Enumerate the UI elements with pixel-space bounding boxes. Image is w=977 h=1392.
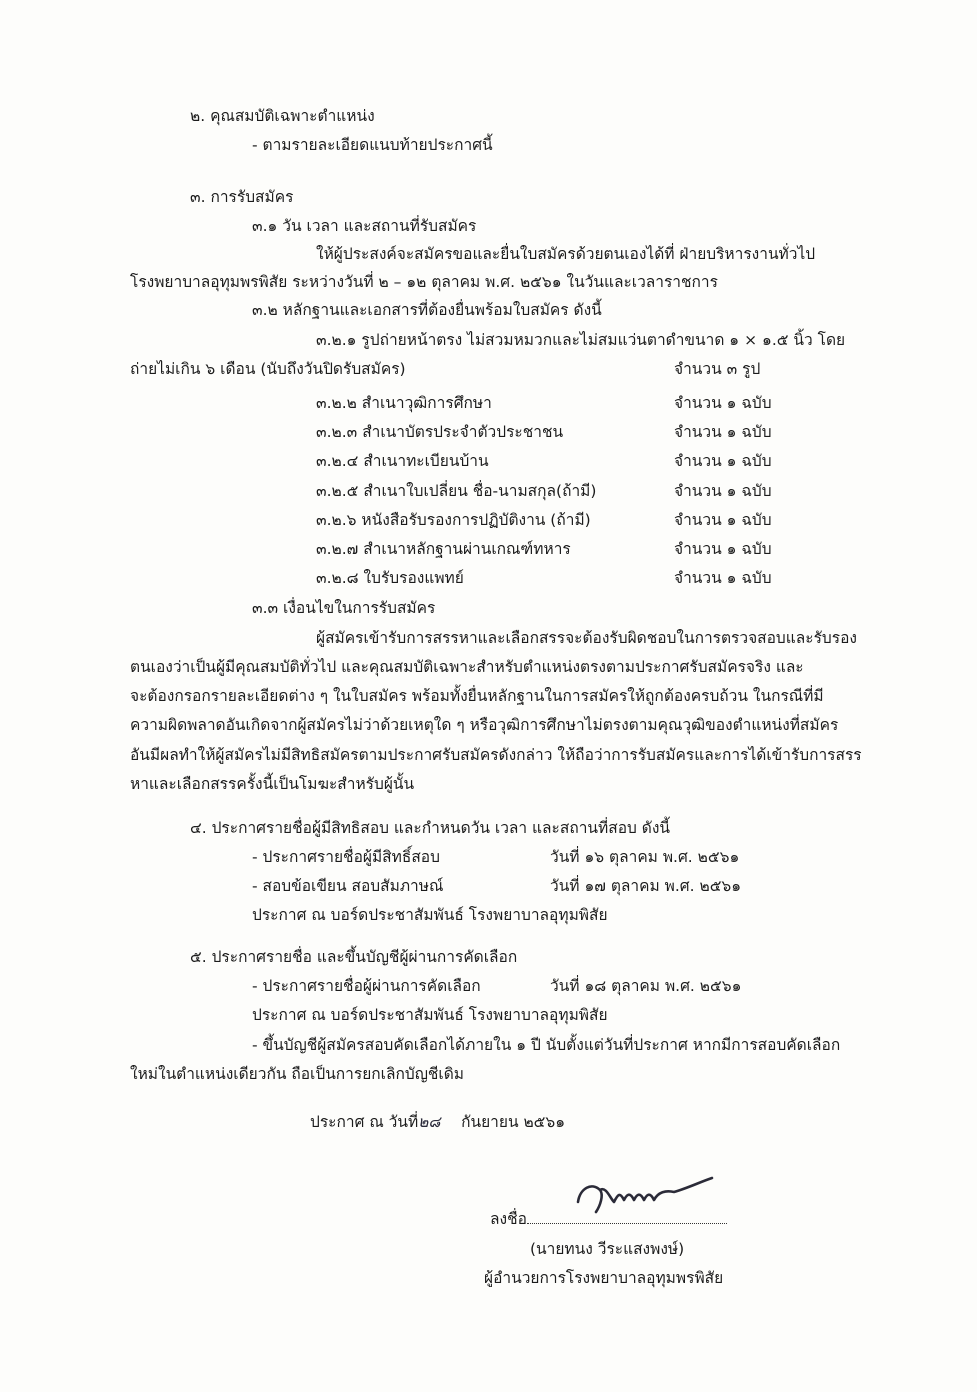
- doc-item-label: ๓.๒.๘ ใบรับรองแพทย์: [316, 569, 464, 587]
- section-3-3-line: ผู้สมัครเข้ารับการสรรหาและเลือกสรรจะต้องรับผิดชอบในการตรวจสอบและรับรอง: [316, 629, 857, 647]
- section-4-heading: ๔. ประกาศรายชื่อผู้มีสิทธิสอบ และกำหนดวัน เวลา และสถานที่สอบ ดังนี้: [190, 819, 670, 837]
- doc-item-label: ๓.๒.๕ สำเนาใบเปลี่ยน ชื่อ-นามสกุล(ถ้ามี): [316, 482, 597, 500]
- doc-item-qty: จำนวน ๑ ฉบับ: [674, 569, 772, 587]
- section-4-item-2: - สอบข้อเขียน สอบสัมภาษณ์: [252, 877, 444, 895]
- section-4-place: ประกาศ ณ บอร์ดประชาสัมพันธ์ โรงพยาบาลอุทุมพิสัย: [252, 906, 608, 924]
- doc-item-qty: จำนวน ๑ ฉบับ: [674, 394, 772, 412]
- doc-item-1-qty: จำนวน ๓ รูป: [674, 360, 761, 378]
- doc-item-label: ๓.๒.๖ หนังสือรับรองการปฏิบัติงาน (ถ้ามี): [316, 511, 591, 529]
- section-3-1-heading: ๓.๑ วัน เวลา และสถานที่รับสมัคร: [252, 217, 477, 235]
- section-3-2-heading: ๓.๒ หลักฐานและเอกสารที่ต้องยื่นพร้อมใบสมัคร ดังนี้: [252, 301, 602, 319]
- section-3-3-line: หาและเลือกสรรครั้งนี้เป็นโมฆะสำหรับผู้นั้น: [130, 775, 415, 793]
- section-2-item: - ตามรายละเอียดแนบท้ายประกาศนี้: [252, 136, 493, 154]
- doc-item-qty: จำนวน ๑ ฉบับ: [674, 423, 772, 441]
- handwritten-signature: [570, 1168, 720, 1220]
- section-3-3-line: จะต้องกรอกรายละเอียดต่าง ๆ ในใบสมัคร พร้อมทั้งยื่นหลักฐานในการสมัครให้ถูกต้องครบถ้วน ในกรณีที่มี: [130, 687, 824, 705]
- signer-position: ผู้อำนวยการโรงพยาบาลอุทุมพรพิสัย: [484, 1269, 724, 1287]
- announce-date: [310, 1111, 565, 1133]
- doc-item-label: ๓.๒.๒ สำเนาวุฒิการศึกษา: [316, 394, 492, 412]
- section-3-3-line: อันมีผลทำให้ผู้สมัครไม่มีสิทธิสมัครตามประกาศรับสมัครดังกล่าว ให้ถือว่าการรับสมัครและการได้เข้ารับการสรร: [130, 746, 862, 764]
- section-5-list-line-2: ใหม่ในตำแหน่งเดียวกัน ถือเป็นการยกเลิกบัญชีเดิม: [130, 1065, 464, 1083]
- section-3-3-line: ความผิดพลาดอันเกิดจากผู้สมัครไม่ว่าด้วยเหตุใด ๆ หรือวุฒิการศึกษาไม่ตรงตามคุณวุฒิของตำแหน่งที่สมัคร: [130, 716, 839, 734]
- sign-label: ลงชื่อ: [490, 1210, 527, 1228]
- announce-suffix: กันยายน ๒๕๖๑: [456, 1113, 566, 1131]
- announce-prefix: ประกาศ ณ วันที่: [310, 1113, 419, 1131]
- doc-item-label: ๓.๒.๗ สำเนาหลักฐานผ่านเกณฑ์ทหาร: [316, 540, 571, 558]
- section-3-heading: ๓. การรับสมัคร: [190, 188, 294, 206]
- doc-item-qty: จำนวน ๑ ฉบับ: [674, 540, 772, 558]
- section-4-item-2-date: วันที่ ๑๗ ตุลาคม พ.ศ. ๒๕๖๑: [550, 877, 742, 895]
- section-5-heading: ๕. ประกาศรายชื่อ และขึ้นบัญชีผู้ผ่านการคัดเลือก: [190, 948, 518, 966]
- announce-day: ๒๘: [418, 1113, 441, 1131]
- doc-item-label: ๓.๒.๔ สำเนาทะเบียนบ้าน: [316, 452, 489, 470]
- doc-item-1-line-1: ๓.๒.๑ รูปถ่ายหน้าตรง ไม่สวมหมวกและไม่สมแว่นตาดำขนาด ๑ × ๑.๕ นิ้ว โดย: [316, 331, 846, 349]
- section-2-heading: ๒. คุณสมบัติเฉพาะตำแหน่ง: [190, 107, 375, 125]
- section-3-1-line-1: ให้ผู้ประสงค์จะสมัครขอและยื่นใบสมัครด้วยตนเองได้ที่ ฝ่ายบริหารงานทั่วไป: [316, 245, 816, 263]
- section-4-item-1: - ประกาศรายชื่อผู้มีสิทธิ์สอบ: [252, 848, 440, 866]
- section-5-place: ประกาศ ณ บอร์ดประชาสัมพันธ์ โรงพยาบาลอุทุมพิสัย: [252, 1006, 608, 1024]
- doc-item-label: ๓.๒.๓ สำเนาบัตรประจำตัวประชาชน: [316, 423, 564, 441]
- doc-item-1-line-2: ถ่ายไม่เกิน ๖ เดือน (นับถึงวันปิดรับสมัคร): [130, 360, 406, 378]
- section-5-item-1: - ประกาศรายชื่อผู้ผ่านการคัดเลือก: [252, 977, 481, 995]
- section-3-3-heading: ๓.๓ เงื่อนไขในการรับสมัคร: [252, 599, 436, 617]
- signer-name: (นายทนง วีระแสงพงษ์): [530, 1240, 685, 1258]
- section-3-1-line-2: โรงพยาบาลอุทุมพรพิสัย ระหว่างวันที่ ๒ – ๑๒ ตุลาคม พ.ศ. ๒๕๖๑ ในวันและเวลาราชการ: [130, 273, 718, 291]
- doc-item-qty: จำนวน ๑ ฉบับ: [674, 452, 772, 470]
- section-5-item-1-date: วันที่ ๑๘ ตุลาคม พ.ศ. ๒๕๖๑: [550, 977, 742, 995]
- section-3-3-line: ตนเองว่าเป็นผู้มีคุณสมบัติทั่วไป และคุณสมบัติเฉพาะสำหรับตำแหน่งตรงตามประกาศรับสมัครจริง และ: [130, 658, 804, 676]
- doc-item-qty: จำนวน ๑ ฉบับ: [674, 482, 772, 500]
- section-4-item-1-date: วันที่ ๑๖ ตุลาคม พ.ศ. ๒๕๖๑: [550, 848, 740, 866]
- section-5-list-line-1: - ขึ้นบัญชีผู้สมัครสอบคัดเลือกได้ภายใน ๑ ปี นับตั้งแต่วันที่ประกาศ หากมีการสอบคัดเลือก: [252, 1036, 841, 1054]
- doc-item-qty: จำนวน ๑ ฉบับ: [674, 511, 772, 529]
